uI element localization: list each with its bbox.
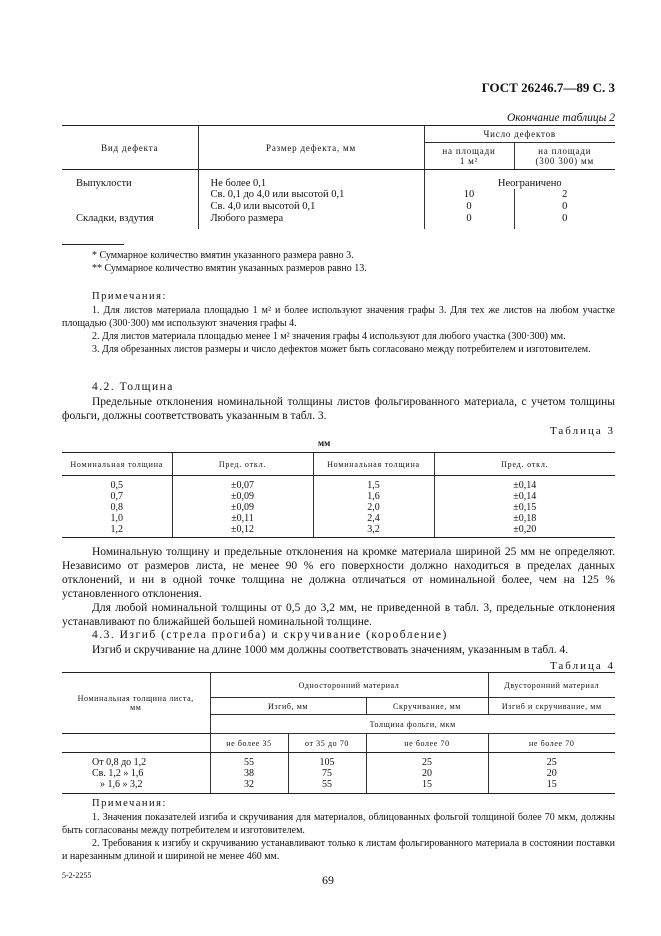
table-2 — [62, 125, 615, 229]
table-cell: ±0,09 — [172, 491, 313, 502]
table-cell: ±0,12 — [172, 524, 313, 537]
table-cell: 0 — [424, 213, 514, 229]
col-header-area1 — [424, 143, 514, 170]
table-cell: Выпуклости — [76, 178, 132, 189]
table-cell: От 0,8 до 1,2 — [92, 757, 147, 768]
table-cell: ±0,09 — [172, 502, 313, 513]
page-header: ГОСТ 26246.7—89 С. 3 — [481, 80, 615, 95]
paragraph-thickness-other: Для любой номинальной толщины от 0,5 до 3,2 мм, не приведенной в табл. 3, предельные отклонения устанавливают по ближайшей большей номинальной толщине. — [62, 602, 615, 628]
section-4-2-paragraph: Предельные отклонения номинальной толщины листов фольгированного материала, с учетом толщины фольги, должны соответствовать указанным в табл. 3. — [62, 396, 615, 422]
table-cell: 2 — [514, 189, 615, 201]
table-cell: ±0,14 — [434, 476, 615, 492]
table-cell: Неограничено — [424, 170, 615, 190]
table-cell-empty — [62, 734, 210, 753]
col-header-thickness-1: Номинальная толщина — [62, 453, 172, 476]
section-4-2-text — [62, 395, 615, 423]
table-cell: 0 — [424, 201, 514, 213]
col-header-thickness-2: Номинальная толщина — [313, 453, 434, 476]
col-header-area2 — [514, 143, 615, 170]
col-header-area2-line1: на площади — [538, 146, 592, 156]
table-cell: 20 — [488, 768, 615, 779]
table-cell: ±0,14 — [434, 491, 615, 502]
table-cell: 15 — [488, 779, 615, 793]
table-cell: ±0,11 — [172, 513, 313, 524]
table-cell: ±0,15 — [434, 502, 615, 513]
section-4-2-continued — [62, 545, 615, 629]
col-header-area1-line1: на площади — [442, 146, 496, 156]
print-code: 5-2-2255 — [62, 871, 92, 880]
col-header-c3: не более 70 — [366, 734, 488, 753]
footnote-1: * Суммарное количество вмятин указанного размера равно 3. — [92, 250, 354, 261]
table-cell: 105 — [288, 753, 366, 769]
table-cell: 1,2 — [62, 524, 172, 537]
table-continuation-label: Окончание таблицы 2 — [507, 112, 615, 124]
col-header-c2: от 35 до 70 — [288, 734, 366, 753]
notes-title: Примечания: — [92, 291, 167, 302]
col-header-defect-type: Вид дефекта — [62, 126, 198, 170]
footnote-divider — [62, 244, 124, 245]
table-cell: » 1,6 » 3,2 — [62, 779, 210, 793]
table-4 — [62, 672, 615, 794]
table-cell: 55 — [288, 779, 366, 793]
table-cell: 1,6 — [313, 491, 434, 502]
table-3-unit: мм — [318, 438, 331, 448]
table-cell: Св. 0,1 до 4,0 или высотой 0,1 — [198, 189, 424, 201]
note-2: 2. Для листов материала площадью менее 1 м² значения графы 4 используют для любого участка (300·300) мм. — [92, 331, 566, 342]
table-cell: 15 — [366, 779, 488, 793]
table-cell: Не более 0,1 — [198, 170, 424, 190]
col-header-twist: Скручивание, мм — [366, 698, 488, 715]
table-cell: Складки, вздутия — [76, 213, 154, 224]
table-cell: 0 — [514, 201, 615, 213]
table-cell: ±0,07 — [172, 476, 313, 492]
col-header-area2-line2: (300 300) мм — [535, 156, 594, 166]
section-4-3-paragraph: Изгиб и скручивание на длине 1000 мм должны соответствовать значениям, указанным в табл. 4. — [92, 644, 569, 656]
col-header-one-sided: Односторонний материал — [210, 673, 488, 698]
table-cell: 2,0 — [313, 502, 434, 513]
col-header-c4: не более 70 — [488, 734, 615, 753]
section-4-2-title: 4.2. Толщина — [92, 381, 174, 393]
table-cell: 0,5 — [110, 480, 123, 491]
notes-block-2 — [62, 811, 615, 863]
table-cell: 10 — [424, 189, 514, 201]
col-header-foil-thickness: Толщина фольги, мкм — [210, 715, 615, 734]
note-2-1: 1. Значения показателей изгиба и скручивания для материалов, облицованных фольгой толщиной более 70 мкм, должны быть согласованы между потребителем и изготовителем. — [62, 812, 615, 836]
col-header-c1: не более 35 — [210, 734, 288, 753]
col-header-bend-twist: Изгиб и скручивание, мм — [488, 698, 615, 715]
col-header-dev-1: Пред. откл. — [172, 453, 313, 476]
col-header-defect-size: Размер дефекта, мм — [198, 126, 424, 170]
section-4-3-text — [62, 643, 615, 657]
page-number: 69 — [322, 873, 334, 887]
note-3: 3. Для обрезанных листов размеры и число дефектов может быть согласовано между потребителем и изготовителем. — [92, 344, 591, 355]
table-cell: 25 — [366, 753, 488, 769]
table-cell: 2,4 — [313, 513, 434, 524]
table-cell: Любого размера — [198, 213, 424, 229]
table-cell: 0,8 — [110, 502, 123, 513]
notes-title-2: Примечания: — [92, 798, 167, 809]
table-cell: Св. 1,2 » 1,6 — [92, 768, 144, 779]
table-cell: 32 — [210, 779, 288, 793]
table-cell: 20 — [366, 768, 488, 779]
col-header-area1-line2: 1 м² — [459, 156, 479, 166]
table-4-caption: Таблица 4 — [549, 660, 615, 672]
table-cell — [62, 201, 198, 213]
table-cell: Св. 4,0 или высотой 0,1 — [198, 201, 424, 213]
table-3 — [62, 452, 615, 538]
table-cell: 25 — [488, 753, 615, 769]
table-cell: 3,2 — [313, 524, 434, 537]
table-3-caption: Таблица 3 — [549, 425, 615, 437]
table-cell: ±0,18 — [434, 513, 615, 524]
table-cell — [62, 189, 198, 201]
note-1: 1. Для листов материала площадью 1 м² и более используют значения графы 3. Для тех же листов на любом участке площадью (300·300) мм используют значения графы 4. — [62, 305, 615, 329]
table-cell: 38 — [210, 768, 288, 779]
notes-block-1 — [62, 304, 615, 356]
col-header-count: Число дефектов — [424, 126, 615, 143]
paragraph-thickness-edge: Номинальную толщину и предельные отклонения на кромке материала шириной 25 мм не определяют. Независимо от размеров листа, не менее 90 % его поверхности должно находиться в пределах данных отклонений, и ни в одной точке толщина не должна отличаться от номинальной более, чем на 125 % установленного отклонения. — [62, 546, 615, 600]
col-header-nominal: Номинальная толщина листа, мм — [62, 673, 210, 734]
section-4-3-title: 4.3. Изгиб (стрела прогиба) и скручивание (коробление) — [92, 629, 448, 641]
table-cell: 75 — [288, 768, 366, 779]
col-header-two-sided: Двусторонний материал — [488, 673, 615, 698]
table-cell: 0,7 — [110, 491, 123, 502]
col-header-dev-2: Пред. откл. — [434, 453, 615, 476]
table-cell: 1,0 — [110, 513, 123, 524]
note-2-2: 2. Требования к изгибу и скручиванию устанавливают только к листам фольгированного материала в состоянии поставки и нарезанным длиной и шириной не менее 460 мм. — [62, 838, 615, 862]
footnote-2: ** Суммарное количество вмятин указанных размеров равно 13. — [92, 263, 367, 274]
table-cell: 1,5 — [313, 476, 434, 492]
table-cell: 55 — [210, 753, 288, 769]
table-cell: 0 — [514, 213, 615, 229]
col-header-bend: Изгиб, мм — [210, 698, 366, 715]
table-cell: ±0,20 — [434, 524, 615, 537]
